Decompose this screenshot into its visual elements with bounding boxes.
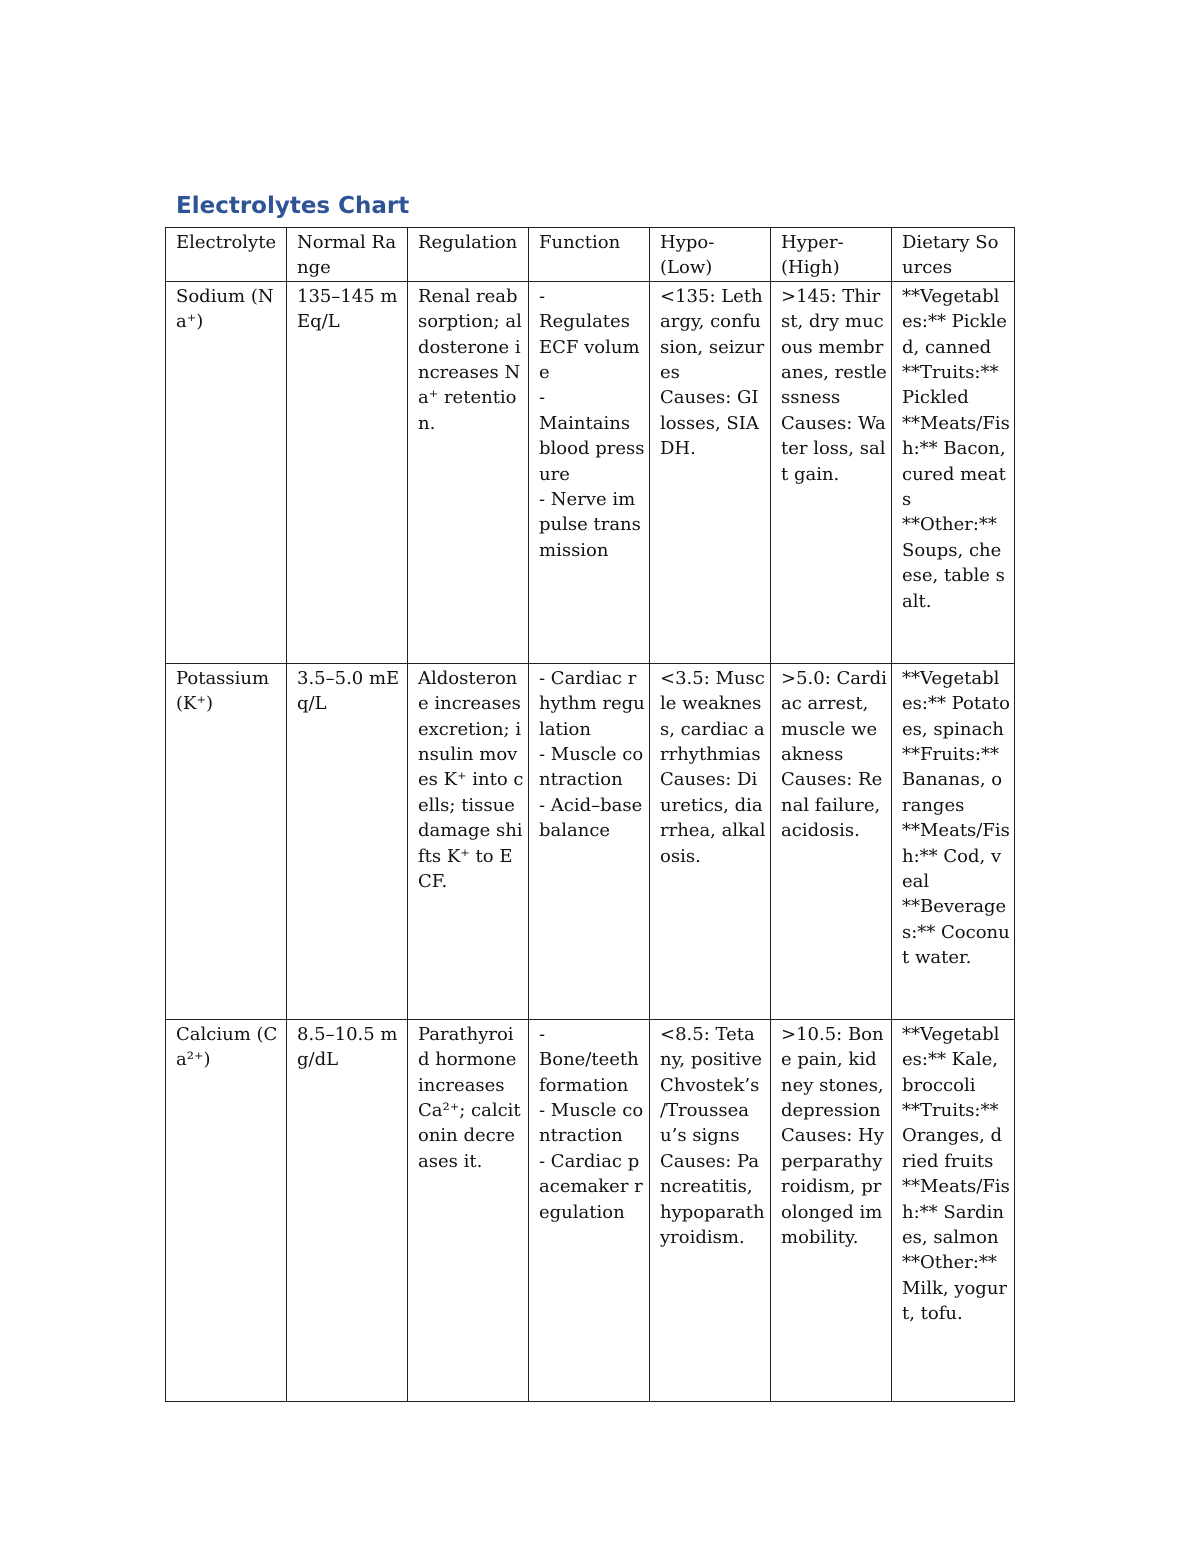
header-hyper: Hyper- (High) xyxy=(771,228,892,282)
cell-hypo: <3.5: Muscle weakness, cardiac arrhythmias Causes: Diuretics, diarrhea, alkalosis. xyxy=(650,663,771,1019)
header-normal-range: Normal Range xyxy=(287,228,408,282)
header-regulation: Regulation xyxy=(408,228,529,282)
cell-regulation: Aldosterone increases excretion; insulin moves K⁺ into cells; tissue damage shifts K⁺ to ECF. xyxy=(408,663,529,1019)
cell-hypo: <135: Lethargy, confusion, seizures Causes: GI losses, SIADH. xyxy=(650,281,771,663)
cell-normal-range: 3.5–5.0 mEq/L xyxy=(287,663,408,1019)
cell-hyper: >10.5: Bone pain, kidney stones, depression Causes: Hyperparathyroidism, prolonged immobility. xyxy=(771,1019,892,1401)
header-dietary-sources: Dietary Sources xyxy=(892,228,1015,282)
cell-function: - Bone/teeth formation - Muscle contraction - Cardiac pacemaker regulation xyxy=(529,1019,650,1401)
table-header-row xyxy=(166,228,1015,282)
cell-function: - Cardiac rhythm regulation - Muscle contraction - Acid–base balance xyxy=(529,663,650,1019)
cell-regulation: Renal reabsorption; aldosterone increases Na⁺ retention. xyxy=(408,281,529,663)
header-function: Function xyxy=(529,228,650,282)
table-row xyxy=(166,281,1015,663)
cell-normal-range: 135–145 mEq/L xyxy=(287,281,408,663)
table-row xyxy=(166,1019,1015,1401)
cell-hypo: <8.5: Tetany, positive Chvostek’s /Trousseau’s signs Causes: Pancreatitis, hypoparathyroidism. xyxy=(650,1019,771,1401)
cell-dietary-sources: **Vegetables:** Potatoes, spinach **Fruits:** Bananas, oranges **Meats/Fish:** Cod, veal **Beverages:** Coconut water. xyxy=(892,663,1015,1019)
cell-electrolyte: Calcium (Ca²⁺) xyxy=(166,1019,287,1401)
cell-normal-range: 8.5–10.5 mg/dL xyxy=(287,1019,408,1401)
cell-dietary-sources: **Vegetables:** Pickled, canned **Truits:** Pickled **Meats/Fish:** Bacon, cured meats **Other:** Soups, cheese, table salt. xyxy=(892,281,1015,663)
cell-dietary-sources: **Vegetables:** Kale, broccoli **Truits:** Oranges, dried fruits **Meats/Fish:** Sardines, salmon **Other:** Milk, yogurt, tofu. xyxy=(892,1019,1015,1401)
header-hypo: Hypo- (Low) xyxy=(650,228,771,282)
cell-function: - Regulates ECF volume - Maintains blood pressure - Nerve impulse transmission xyxy=(529,281,650,663)
cell-electrolyte: Sodium (Na⁺) xyxy=(166,281,287,663)
electrolytes-table xyxy=(165,227,1015,1402)
cell-hyper: >145: Thirst, dry mucous membranes, restlessness Causes: Water loss, salt gain. xyxy=(771,281,892,663)
cell-electrolyte: Potassium (K⁺) xyxy=(166,663,287,1019)
header-electrolyte: Electrolyte xyxy=(166,228,287,282)
table-row xyxy=(166,663,1015,1019)
page-title: Electrolytes Chart xyxy=(176,193,410,219)
cell-hyper: >5.0: Cardiac arrest, muscle weakness Causes: Renal failure, acidosis. xyxy=(771,663,892,1019)
cell-regulation: Parathyroid hormone increases Ca²⁺; calcitonin decreases it. xyxy=(408,1019,529,1401)
